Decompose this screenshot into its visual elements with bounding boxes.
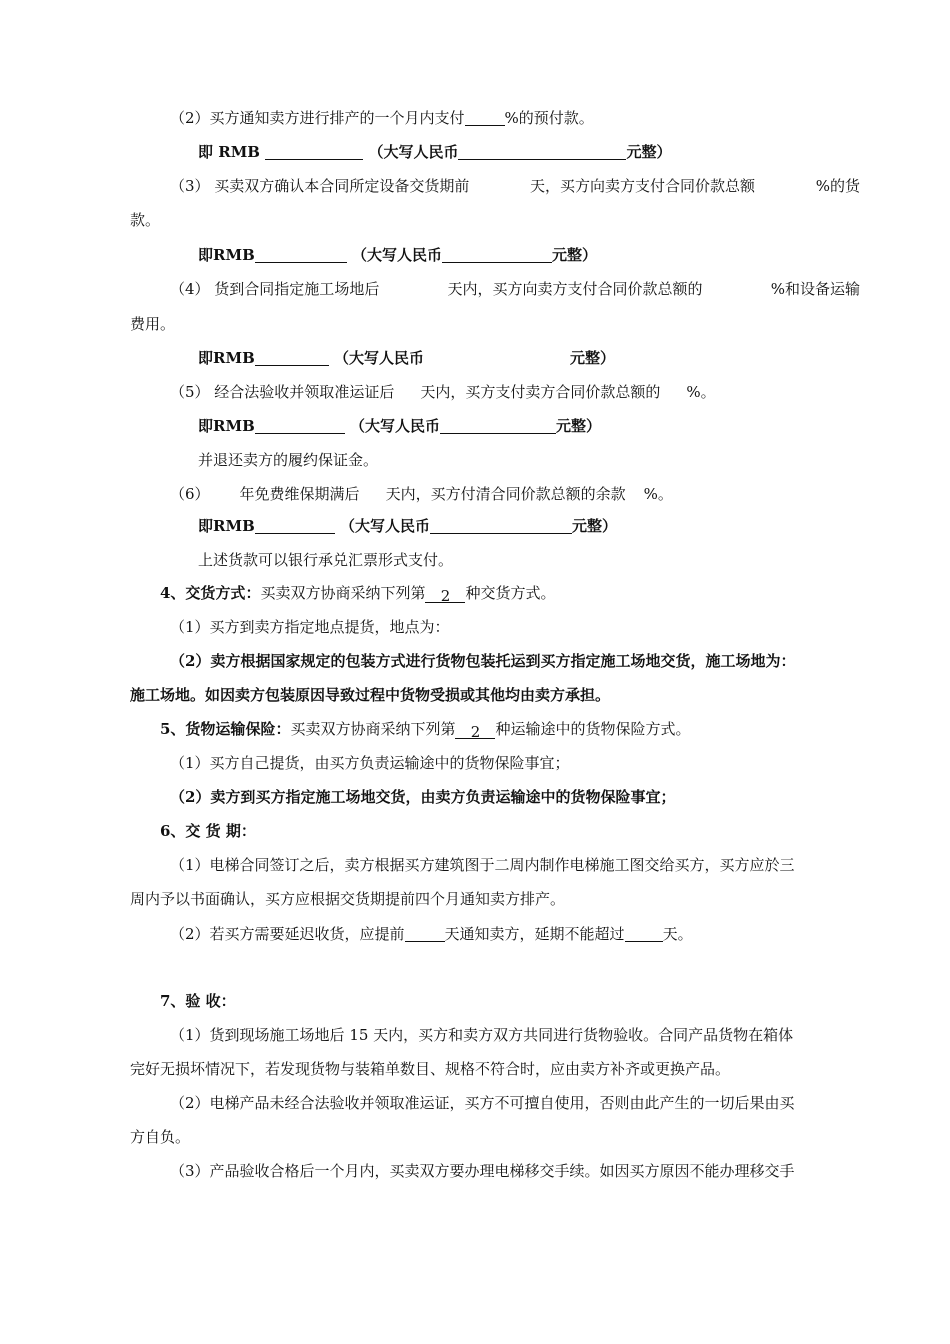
clause-3: （3） 买卖双方确认本合同所定设备交货期前 天，买方向卖方支付合同价款总额 %的货 — [170, 177, 860, 195]
blank-rmb-amount[interactable] — [255, 246, 347, 263]
rmb-line-3: 即RMB （大写人民币 元整） — [198, 246, 598, 264]
clause-2: （2）买方通知卖方进行排产的一个月内支付 %的预付款。 — [170, 109, 594, 127]
section-4-option-2: （2）卖方根据国家规定的包装方式进行货物包装托运到买方指定施工场地交货，施工场地为： — [170, 652, 796, 670]
blank-days-max[interactable] — [625, 925, 663, 942]
section-4-option-1: （1）买方到卖方指定地点提货，地点为： — [170, 618, 450, 636]
blank-rmb-amount[interactable] — [255, 417, 345, 434]
rmb-line-5: 即RMB （大写人民币 元整） — [198, 417, 602, 435]
section-6-item-2: （2）若买方需要延迟收货，应提前 天通知卖方，延期不能超过 天。 — [170, 925, 693, 943]
blank-rmb-words[interactable] — [430, 517, 572, 534]
blank-rmb-amount[interactable] — [255, 349, 329, 366]
rmb-line-6: 即RMB （大写人民币 元整） — [198, 517, 618, 535]
clause-4: （4） 货到合同指定施工场地后 天内，买方向卖方支付合同价款总额的 %和设备运输 — [170, 280, 860, 298]
section-5-option-1: （1）买方自己提货，由买方负责运输途中的货物保险事宜； — [170, 754, 570, 772]
section-4-heading: 4、交货方式：买卖双方协商采纳下列第 2 种交货方式。 — [160, 584, 556, 605]
section-6-item-1: （1）电梯合同签订之后，卖方根据买方建筑图于二周内制作电梯施工图交给买方，买方应於三 — [170, 856, 795, 874]
blank-rmb-amount[interactable] — [255, 517, 335, 534]
section-5-heading: 5、货物运输保险：买卖双方协商采纳下列第 2 种运输途中的货物保险方式。 — [160, 720, 691, 741]
section-7-item-1-cont: 完好无损坏情况下，若发现货物与装箱单数目、规格不符合时，应由卖方补齐或更换产品。 — [130, 1060, 731, 1078]
blank-percent[interactable] — [465, 109, 505, 126]
section-7-item-2: （2）电梯产品未经合法验收并领取准运证，买方不可擅自使用，否则由此产生的一切后果由买 — [170, 1094, 795, 1112]
clause-4-cont: 费用。 — [130, 315, 176, 333]
refund-deposit: 并退还卖方的履约保证金。 — [198, 451, 379, 469]
section-4-option-2-cont: 施工场地。如因卖方包装原因导致过程中货物受损或其他均由卖方承担。 — [130, 686, 611, 704]
section-6-item-1-cont: 周内予以书面确认，买方应根据交货期提前四个月通知卖方排产。 — [130, 890, 566, 908]
clause-6: （6） 年免费维保期满后 天内，买方付清合同价款总额的余款 %。 — [170, 485, 673, 503]
section-5-option-2: （2）卖方到买方指定施工场地交货，由卖方负责运输途中的货物保险事宜； — [170, 788, 676, 806]
blank-rmb-words[interactable] — [440, 417, 556, 434]
section-6-heading: 6、交 货 期： — [160, 822, 256, 840]
section-7-item-3: （3）产品验收合格后一个月内，买卖双方要办理电梯移交手续。如因买方原因不能办理移交手 — [170, 1162, 795, 1180]
blank-days-notice[interactable] — [405, 925, 445, 942]
section-7-item-1: （1）货到现场施工场地后 15 天内，买方和卖方双方共同进行货物验收。合同产品货物在箱体 — [170, 1026, 794, 1044]
clause-5: （5） 经合法验收并领取准运证后 天内，买方支付卖方合同价款总额的 %。 — [170, 383, 716, 401]
choice-value[interactable]: 2 — [425, 586, 465, 603]
section-7-item-2-cont: 方自负。 — [130, 1128, 191, 1146]
section-7-heading: 7、验 收： — [160, 992, 236, 1010]
rmb-line-2: 即 RMB （大写人民币 元整） — [198, 143, 672, 161]
choice-value[interactable]: 2 — [455, 722, 495, 739]
clause-3-cont: 款。 — [130, 211, 161, 229]
blank-rmb-words[interactable] — [458, 143, 626, 160]
blank-rmb-amount[interactable] — [265, 143, 363, 160]
payment-note: 上述货款可以银行承兑汇票形式支付。 — [198, 551, 454, 569]
rmb-line-4: 即RMB （大写人民币 元整） — [198, 349, 616, 367]
blank-rmb-words[interactable] — [442, 246, 552, 263]
